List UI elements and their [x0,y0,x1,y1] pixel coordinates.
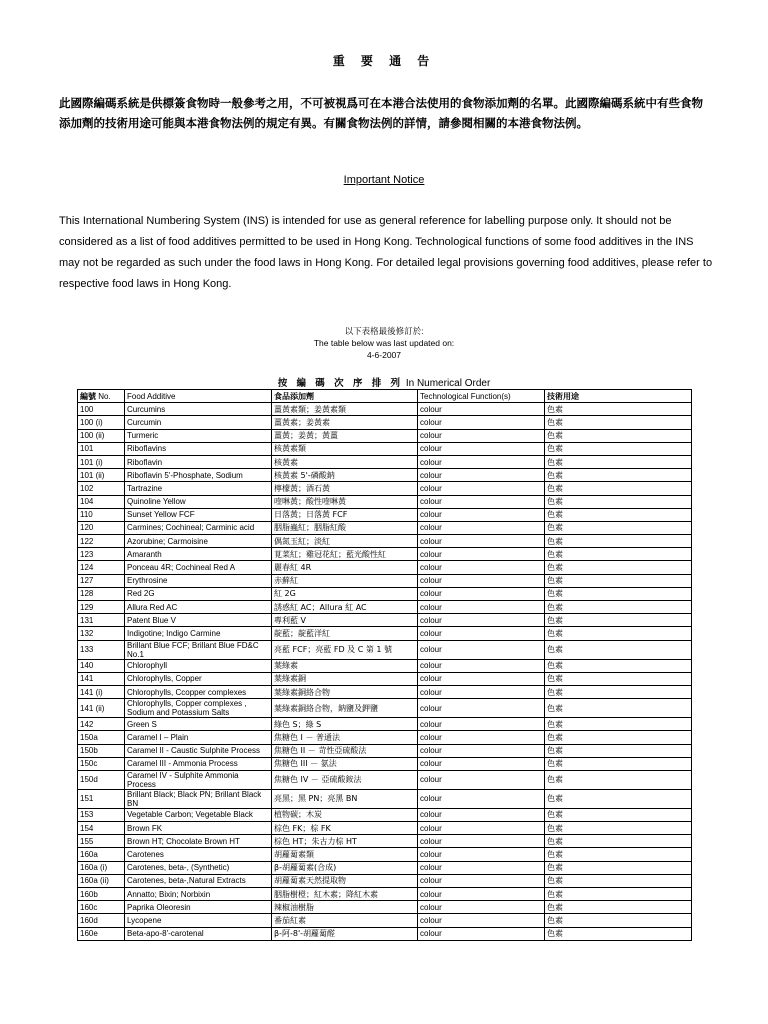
cell-function-en: colour [418,835,545,848]
cell-additive-zh: 亮黑；黑 PN；亮黑 BN [272,789,418,808]
cell-function-en: colour [418,718,545,731]
header-additive-en: Food Additive [125,390,272,403]
cell-additive-zh: 焦糖色 I － 普通法 [272,731,418,744]
cell-function-zh: 色素 [545,455,692,468]
cell-additive-en: Caramel II - Caustic Sulphite Process [125,744,272,757]
cell-function-zh: 色素 [545,927,692,940]
cell-additive-en: Beta-apo-8'-carotenal [125,927,272,940]
cell-function-en: colour [418,416,545,429]
table-row [78,835,692,848]
cell-function-zh: 色素 [545,808,692,821]
cell-number: 160a (i) [78,861,125,874]
cell-function-zh: 色素 [545,495,692,508]
table-row [78,601,692,614]
cell-function-zh: 色素 [545,442,692,455]
cell-number: 150d [78,770,125,789]
cell-additive-zh: 紅 2G [272,587,418,600]
table-row [78,927,692,940]
notice-title-en: Important Notice [343,174,425,186]
cell-function-en: colour [418,442,545,455]
cell-additive-zh: 靛藍；靛藍洋紅 [272,627,418,640]
header-function-zh-text: 技術用途 [547,391,579,401]
cell-function-zh: 色素 [545,822,692,835]
cell-function-en: colour [418,548,545,561]
cell-number: 133 [78,640,125,659]
cell-function-en: colour [418,927,545,940]
cell-additive-zh: 焦糖色 III － 氨法 [272,757,418,770]
cell-function-en: colour [418,888,545,901]
cell-additive-zh: 核黃素 [272,455,418,468]
cell-additive-en: Patent Blue V [125,614,272,627]
cell-number: 155 [78,835,125,848]
cell-function-zh: 色素 [545,888,692,901]
table-row [78,627,692,640]
cell-additive-zh: β-阿-8'-胡蘿蔔醛 [272,927,418,940]
order-caption [0,375,768,389]
notice-title-zh: 重 要 通 告 [332,54,436,68]
cell-function-en: colour [418,757,545,770]
cell-number: 140 [78,659,125,672]
cell-additive-en: Quinoline Yellow [125,495,272,508]
cell-number: 160a [78,848,125,861]
cell-function-zh: 色素 [545,403,692,416]
table-row [78,469,692,482]
cell-number: 127 [78,574,125,587]
cell-number: 100 (i) [78,416,125,429]
table-row [78,861,692,874]
cell-additive-zh: 綠色 S；綠 S [272,718,418,731]
cell-additive-zh: 專利藍 V [272,614,418,627]
cell-additive-en: Caramel III - Ammonia Process [125,757,272,770]
table-row [78,429,692,442]
cell-number: 141 [78,672,125,685]
cell-additive-en: Vegetable Carbon; Vegetable Black [125,808,272,821]
cell-function-en: colour [418,822,545,835]
cell-function-en: colour [418,614,545,627]
cell-additive-en: Allura Red AC [125,601,272,614]
cell-additive-en: Riboflavin [125,455,272,468]
cell-number: 120 [78,521,125,534]
update-label-en: The table below was last updated on: [313,338,455,348]
cell-function-zh: 色素 [545,535,692,548]
cell-additive-zh: 麗春紅 4R [272,561,418,574]
cell-additive-zh: 薑黃素；姜黃素 [272,416,418,429]
table-row [78,403,692,416]
cell-additive-zh: 葉綠素銅絡合物，鈉鹽及鉀鹽 [272,699,418,718]
cell-additive-en: Carotenes, beta-, (Synthetic) [125,861,272,874]
cell-number: 142 [78,718,125,731]
cell-additive-en: Tartrazine [125,482,272,495]
table-row [78,482,692,495]
table-row [78,640,692,659]
cell-additive-zh: 胡蘿蔔素天然提取物 [272,874,418,887]
cell-additive-zh: 核黃素 5'-磷酸鈉 [272,469,418,482]
header-additive-zh [272,390,418,403]
cell-number: 102 [78,482,125,495]
cell-additive-zh: 誘惑紅 AC；Allura 紅 AC [272,601,418,614]
cell-function-zh: 色素 [545,861,692,874]
cell-additive-en: Curcumin [125,416,272,429]
table-row [78,672,692,685]
cell-function-zh: 色素 [545,901,692,914]
cell-function-zh: 色素 [545,508,692,521]
cell-function-en: colour [418,469,545,482]
cell-additive-zh: 莧菜紅；雞冠花紅；藍光酸性紅 [272,548,418,561]
cell-number: 150c [78,757,125,770]
cell-function-en: colour [418,672,545,685]
cell-function-zh: 色素 [545,521,692,534]
cell-function-zh: 色素 [545,914,692,927]
cell-function-en: colour [418,574,545,587]
cell-function-zh: 色素 [545,699,692,718]
cell-additive-zh: β-胡蘿蔔素(合成) [272,861,418,874]
cell-number: 150b [78,744,125,757]
table-row [78,914,692,927]
cell-function-zh: 色素 [545,770,692,789]
cell-number: 131 [78,614,125,627]
cell-additive-en: Indigotine; Indigo Carmine [125,627,272,640]
cell-function-zh: 色素 [545,685,692,698]
cell-function-en: colour [418,403,545,416]
cell-function-zh: 色素 [545,835,692,848]
cell-number: 151 [78,789,125,808]
cell-function-zh: 色素 [545,601,692,614]
cell-number: 154 [78,822,125,835]
cell-additive-en: Brillant Black; Black PN; Brillant Black BN [125,789,272,808]
update-label-zh: 以下表格最後修訂於: [344,326,424,336]
cell-number: 141 (i) [78,685,125,698]
cell-function-zh: 色素 [545,757,692,770]
cell-number: 123 [78,548,125,561]
table-row [78,521,692,534]
cell-number: 101 (ii) [78,469,125,482]
cell-additive-zh: 葉綠素 [272,659,418,672]
cell-additive-zh: 植物碳；木炭 [272,808,418,821]
cell-number: 100 [78,403,125,416]
cell-function-en: colour [418,482,545,495]
cell-additive-zh: 辣椒油樹脂 [272,901,418,914]
header-number-en: No. [98,391,111,401]
cell-additive-en: Caramel I – Plain [125,731,272,744]
header-number [78,390,125,403]
cell-number: 101 (i) [78,455,125,468]
cell-number: 141 (ii) [78,699,125,718]
order-caption-en: In Numerical Order [405,378,491,389]
cell-number: 132 [78,627,125,640]
cell-number: 124 [78,561,125,574]
table-row [78,888,692,901]
cell-additive-zh: 焦糖色 II － 苛性亞硫酸法 [272,744,418,757]
cell-function-zh: 色素 [545,789,692,808]
cell-additive-en: Erythrosine [125,574,272,587]
cell-number: 153 [78,808,125,821]
cell-number: 160e [78,927,125,940]
cell-additive-en: Chlorophylls, Ccopper complexes [125,685,272,698]
cell-number: 122 [78,535,125,548]
table-row [78,822,692,835]
table-row [78,699,692,718]
cell-function-en: colour [418,685,545,698]
cell-function-zh: 色素 [545,659,692,672]
cell-function-zh: 色素 [545,482,692,495]
table-row [78,587,692,600]
cell-additive-en: Green S [125,718,272,731]
cell-function-en: colour [418,495,545,508]
cell-additive-en: Carmines; Cochineal; Carminic acid [125,521,272,534]
cell-additive-zh: 胭脂蟲紅；胭脂紅酸 [272,521,418,534]
order-caption-zh: 按 編 碼 次 序 排 列 [277,378,404,389]
cell-function-zh: 色素 [545,848,692,861]
cell-number: 160a (ii) [78,874,125,887]
cell-additive-zh: 葉綠素銅 [272,672,418,685]
cell-function-en: colour [418,627,545,640]
header-additive-zh-text: 食品添加劑 [274,391,314,401]
cell-additive-en: Annatto; Bixin; Norbixin [125,888,272,901]
cell-additive-en: Chlorophyll [125,659,272,672]
cell-number: 160c [78,901,125,914]
cell-function-en: colour [418,640,545,659]
cell-function-en: colour [418,808,545,821]
cell-additive-en: Curcumins [125,403,272,416]
cell-number: 160b [78,888,125,901]
table-row [78,731,692,744]
cell-function-zh: 色素 [545,731,692,744]
cell-function-zh: 色素 [545,548,692,561]
header-function-en: Technological Function(s) [418,390,545,403]
table-row [78,535,692,548]
update-date: 4-6-2007 [366,350,402,360]
table-row [78,757,692,770]
cell-additive-en: Lycopene [125,914,272,927]
cell-function-en: colour [418,874,545,887]
cell-additive-zh: 日落黃；日落黃 FCF [272,508,418,521]
cell-function-en: colour [418,861,545,874]
cell-function-en: colour [418,848,545,861]
cell-additive-en: Turmeric [125,429,272,442]
cell-additive-zh: 棕色 HT；朱古力棕 HT [272,835,418,848]
cell-additive-en: Riboflavin 5'-Phosphate, Sodium [125,469,272,482]
cell-function-zh: 色素 [545,469,692,482]
cell-additive-zh: 核黃素類 [272,442,418,455]
cell-function-en: colour [418,429,545,442]
table-row [78,659,692,672]
cell-additive-zh: 偶氮玉紅；淡紅 [272,535,418,548]
cell-number: 100 (ii) [78,429,125,442]
cell-additive-zh: 焦糖色 IV － 亞硫酸銨法 [272,770,418,789]
cell-additive-zh: 喹啉黃；酸性喹啉黃 [272,495,418,508]
table-row [78,808,692,821]
table-row [78,789,692,808]
cell-function-zh: 色素 [545,627,692,640]
table-row [78,718,692,731]
cell-function-en: colour [418,455,545,468]
notice-body-zh: 此國際編碼系統是供標簽食物時一般參考之用，不可被視爲可在本港合法使用的食物添加劑的名單。此國際編碼系統中有些食物添加劑的技術用途可能與本港食物法例的規定有異。有關食物法例的詳情，請參閱相關的本港食物法例。 [59,96,703,130]
table-row [78,770,692,789]
table-row [78,508,692,521]
cell-additive-en: Caramel IV - Sulphite Ammonia Process [125,770,272,789]
cell-additive-zh: 檸檬黃；酒石黃 [272,482,418,495]
cell-function-zh: 色素 [545,640,692,659]
notice-body-en: This International Numbering System (INS) is intended for use as general reference for labelling purpose only. It should not be considered as a list of food additives permitted to be used in Hong Kong. Technological functions of some food additives in the INS may not be regarded as such under the food laws in Hong Kong. For detailed legal provisions governing food additives, please refer to respective food laws in Hong Kong. [59,215,713,290]
cell-additive-en: Carotenes, beta-,Natural Extracts [125,874,272,887]
cell-function-zh: 色素 [545,614,692,627]
cell-function-en: colour [418,731,545,744]
cell-number: 160d [78,914,125,927]
cell-additive-en: Brown HT; Chocolate Brown HT [125,835,272,848]
cell-number: 104 [78,495,125,508]
cell-function-en: colour [418,601,545,614]
cell-function-en: colour [418,535,545,548]
cell-additive-en: Brown FK [125,822,272,835]
cell-additive-zh: 番茄紅素 [272,914,418,927]
cell-additive-en: Paprika Oleoresin [125,901,272,914]
ins-table [77,389,692,941]
header-function-zh [545,390,692,403]
cell-additive-en: Amaranth [125,548,272,561]
table-row [78,685,692,698]
table-row [78,548,692,561]
table-row [78,561,692,574]
cell-function-en: colour [418,744,545,757]
cell-function-zh: 色素 [545,744,692,757]
cell-function-zh: 色素 [545,672,692,685]
cell-function-zh: 色素 [545,718,692,731]
table-row [78,495,692,508]
cell-function-en: colour [418,789,545,808]
table-row [78,744,692,757]
cell-function-en: colour [418,521,545,534]
cell-function-zh: 色素 [545,416,692,429]
cell-additive-zh: 胭脂樹橙；紅木素；降紅木素 [272,888,418,901]
cell-additive-zh: 葉綠素銅絡合物 [272,685,418,698]
cell-additive-en: Sunset Yellow FCF [125,508,272,521]
cell-function-zh: 色素 [545,574,692,587]
cell-additive-zh: 薑黃；姜黃；黃薑 [272,429,418,442]
table-row [78,455,692,468]
cell-additive-en: Carotenes [125,848,272,861]
table-row [78,848,692,861]
table-header-row [78,390,692,403]
cell-number: 150a [78,731,125,744]
cell-function-zh: 色素 [545,874,692,887]
table-row [78,614,692,627]
cell-function-en: colour [418,561,545,574]
cell-additive-zh: 棕色 FK；棕 FK [272,822,418,835]
cell-additive-zh: 薑黃素類；姜黃素類 [272,403,418,416]
cell-additive-zh: 胡蘿蔔素類 [272,848,418,861]
table-row [78,574,692,587]
cell-function-en: colour [418,587,545,600]
header-number-zh: 編號 [80,391,96,401]
cell-function-zh: 色素 [545,429,692,442]
cell-additive-en: Azorubine; Carmoisine [125,535,272,548]
cell-additive-en: Chlorophylls, Copper [125,672,272,685]
table-row [78,901,692,914]
cell-additive-zh: 亮藍 FCF；亮藍 FD 及 C 第 1 號 [272,640,418,659]
cell-function-en: colour [418,659,545,672]
cell-number: 129 [78,601,125,614]
cell-number: 101 [78,442,125,455]
cell-function-en: colour [418,914,545,927]
cell-function-en: colour [418,699,545,718]
cell-additive-en: Riboflavins [125,442,272,455]
cell-function-zh: 色素 [545,587,692,600]
cell-number: 110 [78,508,125,521]
table-row [78,416,692,429]
cell-additive-en: Brillant Blue FCF; Brillant Blue FD&C No.1 [125,640,272,659]
cell-function-en: colour [418,508,545,521]
cell-function-en: colour [418,770,545,789]
cell-additive-en: Ponceau 4R; Cochineal Red A [125,561,272,574]
cell-additive-zh: 赤蘚紅 [272,574,418,587]
cell-function-zh: 色素 [545,561,692,574]
table-row [78,874,692,887]
cell-additive-en: Chlorophylls, Copper complexes , Sodium and Potassium Salts [125,699,272,718]
cell-number: 128 [78,587,125,600]
cell-function-en: colour [418,901,545,914]
table-row [78,442,692,455]
cell-additive-en: Red 2G [125,587,272,600]
